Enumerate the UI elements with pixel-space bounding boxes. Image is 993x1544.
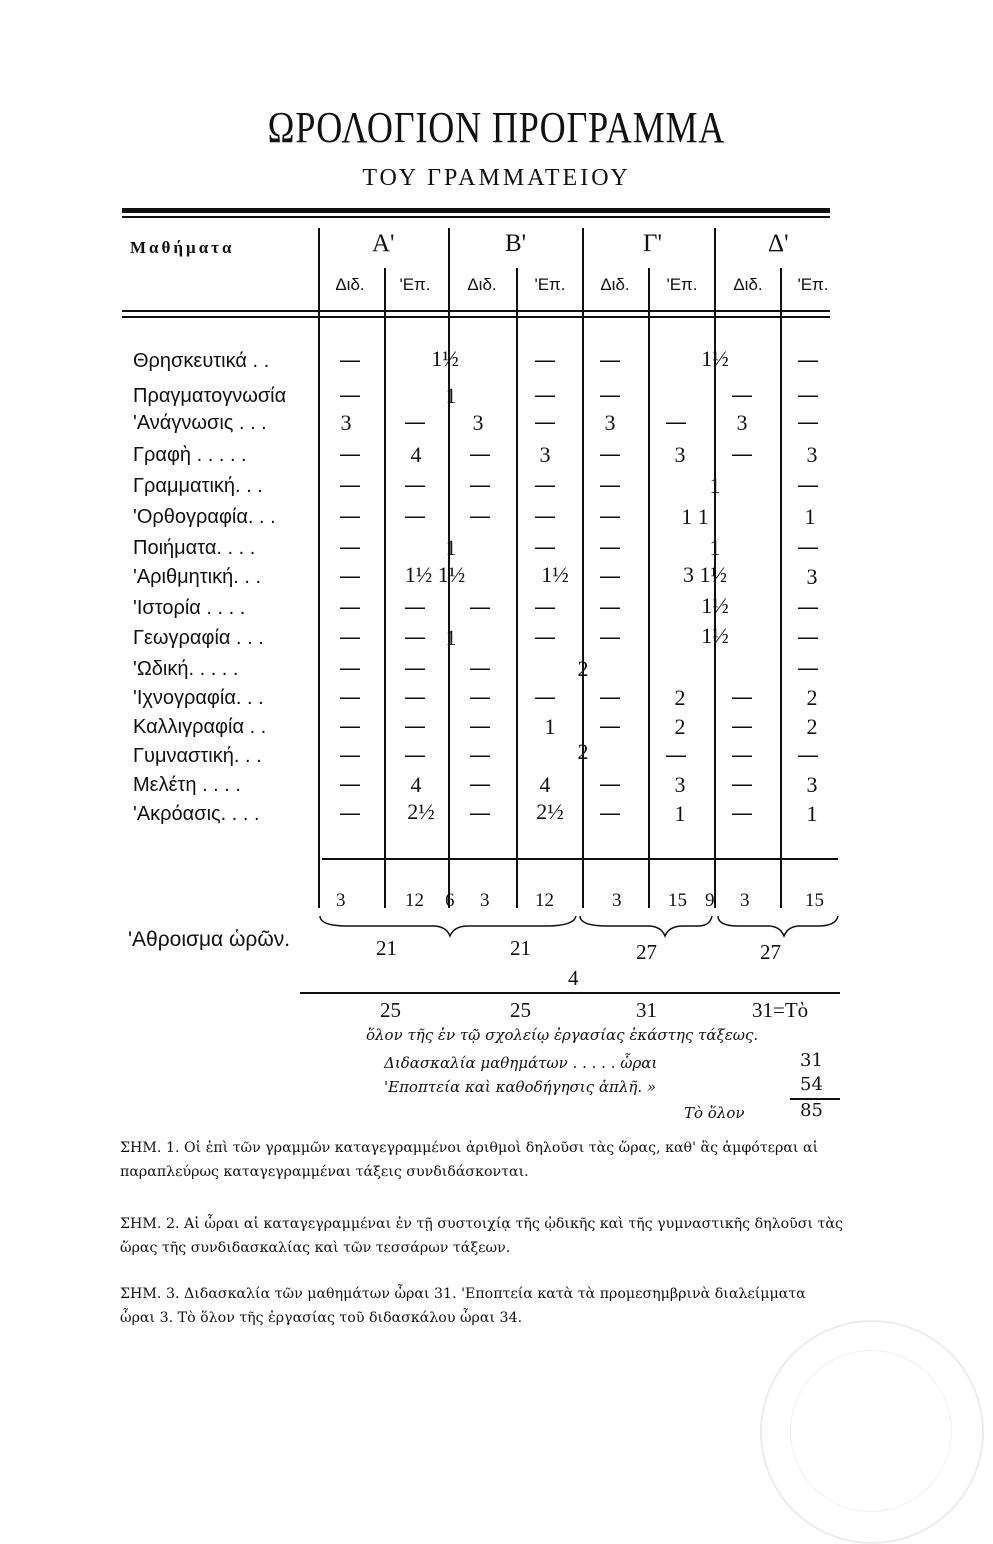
- dash-mark: —: [339, 473, 361, 498]
- column-total: 6: [445, 890, 455, 911]
- summary-line-1: Διδασκαλία μαθημάτων . . . . . ὧραι: [384, 1054, 658, 1072]
- hours-value: 4: [410, 442, 422, 467]
- summary-value-1: 31: [800, 1050, 823, 1071]
- dash-mark: —: [339, 383, 361, 408]
- hours-value: 1: [709, 473, 721, 498]
- hours-value: 2½: [536, 799, 564, 824]
- dash-mark: —: [599, 801, 621, 826]
- dash-mark: —: [599, 685, 621, 710]
- dash-mark: —: [469, 504, 491, 529]
- col-rule: [780, 268, 782, 908]
- hours-value: 1 1: [681, 504, 709, 529]
- dash-mark: —: [339, 801, 361, 826]
- dash-mark: —: [469, 714, 491, 739]
- dash-mark: —: [665, 743, 687, 768]
- hours-value: 1: [445, 535, 457, 560]
- totals-label: 'Αθροισμα ὡρῶν.: [128, 928, 291, 951]
- hours-value: 2: [577, 656, 589, 681]
- header-sub: Διδ.: [600, 275, 630, 294]
- dash-mark: —: [339, 685, 361, 710]
- header-sub: 'Επ.: [797, 275, 829, 294]
- subject-row-label: Γυμναστική. . .: [133, 745, 262, 767]
- hours-value: 1½: [431, 346, 459, 371]
- column-total: 3: [336, 890, 346, 911]
- dash-mark: —: [339, 535, 361, 560]
- dash-mark: —: [404, 625, 426, 650]
- extra-hours: 4: [568, 966, 579, 990]
- final-sum: 31: [636, 998, 657, 1022]
- final-text: ὅλον τῆς ἐν τῷ σχολείῳ ἐργασίας ἑκάστης τάξεως.: [366, 1026, 759, 1044]
- dash-mark: —: [599, 714, 621, 739]
- hours-value: 3 1½: [683, 562, 727, 587]
- dash-mark: —: [534, 535, 556, 560]
- dash-mark: —: [404, 473, 426, 498]
- page-title: ΩΡΟΛΟΓΙΟΝ ΠΡΟΓΡΑΜΜΑ: [267, 103, 726, 152]
- summary-total-label: Τὸ ὅλον: [684, 1104, 745, 1122]
- dash-mark: —: [534, 595, 556, 620]
- dash-mark: —: [797, 383, 819, 408]
- hours-value: 3: [736, 410, 748, 435]
- column-total: 3: [612, 890, 622, 911]
- dash-mark: —: [797, 625, 819, 650]
- dash-mark: —: [599, 535, 621, 560]
- subject-row-label: 'Αριθμητική. . .: [133, 566, 261, 588]
- header-rule: [122, 316, 830, 318]
- dash-mark: —: [339, 625, 361, 650]
- hours-value: 3: [674, 772, 686, 797]
- dash-mark: —: [339, 743, 361, 768]
- header-sub: 'Επ.: [534, 275, 566, 294]
- hours-value: 3: [604, 410, 616, 435]
- header-subjects: Μαθήματα: [130, 238, 235, 257]
- column-total: 15: [805, 890, 824, 911]
- hours-value: 4: [539, 772, 551, 797]
- dash-mark: —: [339, 772, 361, 797]
- dash-mark: —: [339, 564, 361, 589]
- subject-row-label: Καλλιγραφία . .: [133, 716, 267, 738]
- column-total: 9: [705, 890, 715, 911]
- dash-mark: —: [339, 348, 361, 373]
- hours-value: 3: [806, 442, 818, 467]
- dash-mark: —: [731, 714, 753, 739]
- dash-mark: —: [469, 801, 491, 826]
- hours-value: 2: [674, 714, 686, 739]
- totals-braces: [318, 912, 848, 942]
- dash-mark: —: [534, 685, 556, 710]
- dash-mark: —: [469, 772, 491, 797]
- dash-mark: —: [797, 743, 819, 768]
- note-3: ΣΗΜ. 3. Διδασκαλία τῶν μαθημάτων ὧραι 31. 'Εποπτεία κατὰ τὰ προμεσημβρινὰ διαλείμματα ὧραι 3. Τὸ ὅλον τῆς ἐργασίας τοῦ διδασκάλου ὧραι 34.: [120, 1286, 806, 1326]
- dash-mark: —: [665, 410, 687, 435]
- dash-mark: —: [731, 442, 753, 467]
- hours-value: 2: [674, 685, 686, 710]
- totals-rule: [322, 858, 838, 860]
- summary-line-2: 'Εποπτεία καὶ καθοδήγησις ἁπλῆ. »: [384, 1078, 657, 1096]
- hours-value: 3: [806, 772, 818, 797]
- dash-mark: —: [599, 473, 621, 498]
- header-rule: [122, 310, 830, 312]
- dash-mark: —: [599, 772, 621, 797]
- hours-value: 1½ 1½: [404, 562, 466, 587]
- note-1: ΣΗΜ. 1. Οἱ ἐπὶ τῶν γραμμῶν καταγεγραμμένοι ἀριθμοὶ δηλοῦσι τὰς ὥρας, καθ' ἃς ἀμφότεραι αἱ παραπλεύρως καταγεγραμμέναι τάξεις συνδιδάσκονται.: [120, 1140, 819, 1180]
- hours-value: 1½: [701, 593, 729, 618]
- col-rule: [318, 228, 320, 908]
- subject-row-label: 'Ιστορία . . . .: [133, 597, 246, 619]
- subject-row-label: Γεωγραφία . . .: [133, 627, 264, 649]
- column-total: 12: [535, 890, 554, 911]
- class-sum: 27: [760, 940, 781, 964]
- dash-mark: —: [599, 504, 621, 529]
- dash-mark: —: [599, 564, 621, 589]
- class-sum: 27: [636, 940, 657, 964]
- note-2: ΣΗΜ. 2. Αἱ ὧραι αἱ καταγεγραμμέναι ἐν τῇ συστοιχίᾳ τῆς ᾠδικῆς καὶ τῆς γυμναστικῆς δηλοῦσι τὰς ὥρας τῆς συνδιδασκαλίας καὶ τῶν τεσσάρων τάξεων.: [120, 1216, 843, 1256]
- dash-mark: —: [339, 442, 361, 467]
- hours-value: 1: [674, 801, 686, 826]
- dash-mark: —: [339, 595, 361, 620]
- header-class-c: Γ': [643, 230, 662, 257]
- hours-value: 1: [445, 625, 457, 650]
- dash-mark: —: [404, 656, 426, 681]
- hours-value: 2: [806, 685, 818, 710]
- subject-row-label: Πραγματογνωσία: [133, 385, 287, 407]
- header-class-a: Α': [372, 230, 395, 257]
- dash-mark: —: [404, 743, 426, 768]
- hours-value: 2: [577, 739, 589, 764]
- dash-mark: —: [534, 473, 556, 498]
- hours-value: 3: [340, 410, 352, 435]
- header-class-b: Β': [505, 230, 527, 257]
- hours-value: 1: [445, 383, 457, 408]
- dash-mark: —: [534, 410, 556, 435]
- dash-mark: —: [599, 348, 621, 373]
- dash-mark: —: [469, 656, 491, 681]
- dash-mark: —: [404, 410, 426, 435]
- final-sum: 31=Τὸ: [752, 998, 809, 1022]
- final-rule: [300, 992, 840, 994]
- col-rule: [648, 268, 650, 908]
- dash-mark: —: [469, 473, 491, 498]
- dash-mark: —: [339, 504, 361, 529]
- subject-row-label: Ποιήματα. . . .: [133, 537, 256, 559]
- hours-value: 3: [806, 564, 818, 589]
- subject-row-label: 'Ιχνογραφία. . .: [133, 687, 264, 709]
- dash-mark: —: [404, 504, 426, 529]
- hours-value: 3: [472, 410, 484, 435]
- dash-mark: —: [731, 685, 753, 710]
- dash-mark: —: [469, 685, 491, 710]
- dash-mark: —: [797, 535, 819, 560]
- header-sub: 'Επ.: [399, 275, 431, 294]
- dash-mark: —: [797, 656, 819, 681]
- class-sum: 21: [376, 936, 397, 960]
- dash-mark: —: [599, 442, 621, 467]
- dash-mark: —: [404, 685, 426, 710]
- subject-row-label: 'Ωδική. . . . .: [133, 658, 239, 680]
- dash-mark: —: [797, 410, 819, 435]
- subject-row-label: Γραφὴ . . . . .: [133, 444, 247, 466]
- class-sum: 21: [510, 936, 531, 960]
- dash-mark: —: [599, 595, 621, 620]
- header-class-d: Δ': [768, 230, 789, 257]
- header-sub: Διδ.: [335, 275, 365, 294]
- summary-total-value: 85: [800, 1100, 823, 1121]
- dash-mark: —: [731, 743, 753, 768]
- hours-value: 1: [806, 801, 818, 826]
- summary-value-2: 54: [800, 1074, 823, 1095]
- dash-mark: —: [599, 383, 621, 408]
- dash-mark: —: [534, 625, 556, 650]
- column-total: 15: [668, 890, 687, 911]
- hours-value: 1½: [701, 623, 729, 648]
- header-sub: 'Επ.: [666, 275, 698, 294]
- hours-value: 1: [709, 535, 721, 560]
- hours-value: 1: [544, 714, 556, 739]
- column-total: 3: [480, 890, 490, 911]
- dash-mark: —: [731, 772, 753, 797]
- dash-mark: —: [404, 595, 426, 620]
- dash-mark: —: [404, 714, 426, 739]
- subject-row-label: 'Ορθογραφία. . .: [133, 506, 276, 528]
- hours-value: 4: [410, 772, 422, 797]
- header-sub: Διδ.: [467, 275, 497, 294]
- top-rule: [122, 208, 830, 213]
- dash-mark: —: [731, 383, 753, 408]
- hours-value: 1: [804, 504, 816, 529]
- hours-value: 3: [539, 442, 551, 467]
- subject-row-label: 'Ανάγνωσις . . .: [133, 412, 267, 434]
- subject-row-label: Γραμματική. . .: [133, 475, 263, 497]
- dash-mark: —: [797, 473, 819, 498]
- dash-mark: —: [339, 656, 361, 681]
- subject-row-label: Θρησκευτικά . .: [133, 350, 270, 372]
- top-rule-thin: [122, 216, 830, 218]
- dash-mark: —: [731, 801, 753, 826]
- subject-row-label: Μελέτη . . . .: [133, 774, 241, 796]
- dash-mark: —: [339, 714, 361, 739]
- hours-value: 1½: [701, 346, 729, 371]
- column-total: 12: [405, 890, 424, 911]
- dash-mark: —: [797, 595, 819, 620]
- dash-mark: —: [534, 504, 556, 529]
- dash-mark: —: [797, 348, 819, 373]
- hours-value: 1½: [541, 562, 569, 587]
- subject-row-label: 'Ακρόασις. . . .: [133, 803, 260, 825]
- dash-mark: —: [469, 743, 491, 768]
- hours-value: 2½: [407, 799, 435, 824]
- dash-mark: —: [469, 442, 491, 467]
- dash-mark: —: [534, 383, 556, 408]
- column-total: 3: [740, 890, 750, 911]
- final-sum: 25: [380, 998, 401, 1022]
- hours-value: 3: [674, 442, 686, 467]
- page-subtitle: ΤΟΥ ΓΡΑΜΜΑΤΕΙΟΥ: [362, 165, 631, 191]
- watermark-seal-inner: [790, 1350, 952, 1512]
- hours-value: 2: [806, 714, 818, 739]
- header-sub: Διδ.: [733, 275, 763, 294]
- dash-mark: —: [469, 595, 491, 620]
- dash-mark: —: [599, 625, 621, 650]
- final-sum: 25: [510, 998, 531, 1022]
- dash-mark: —: [534, 348, 556, 373]
